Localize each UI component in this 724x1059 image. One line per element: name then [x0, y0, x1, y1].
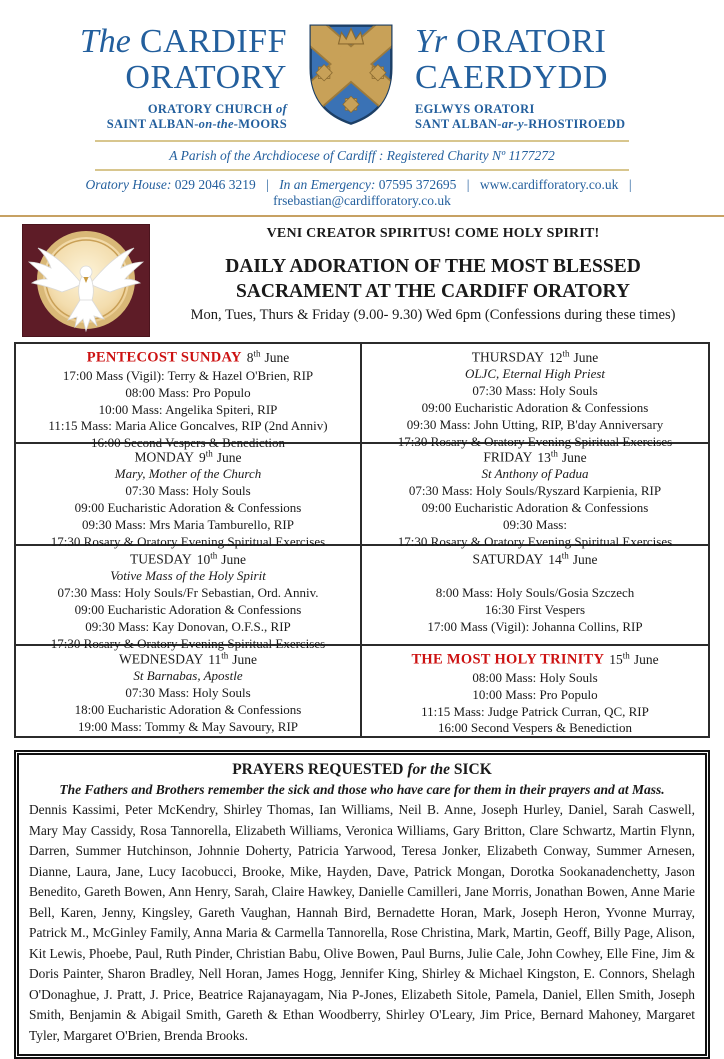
- oratory-crest-shield-icon: [303, 18, 399, 128]
- adoration-text: [150, 224, 724, 337]
- parish-registration-line: A Parish of the Archdiocese of Cardiff : Registered Charity Nº 1177272: [169, 148, 555, 164]
- title-welsh-line2: CAERDYDD: [415, 58, 608, 96]
- cell-day-title: THURSDAY 12th June: [471, 348, 599, 365]
- feast-name: St Barnabas, Apostle: [133, 668, 243, 684]
- cell-day-title: FRIDAY 13th June: [483, 448, 587, 465]
- contact-line: Oratory House: 029 2046 3219 | In an Emergency: 07595 372695 | www.cardifforatory.co.uk | frsebastian@cardifforatory.co.uk: [85, 177, 632, 209]
- schedule-cell-saturday: SATURDAY 14th June 8:00 Mass: Holy Souls/Gosia Szczech 16:30 First Vespers 17:00 Mass (Vigil): Johanna Collins, RIP: [362, 546, 708, 646]
- subtitle-english: ORATORY CHURCH of SAINT ALBAN-on-the-MOORS: [106, 102, 287, 132]
- masthead: [0, 0, 724, 132]
- schedule-cell-thursday: THURSDAY 12th June OLJC, Eternal High Priest 07:30 Mass: Holy Souls 09:00 Eucharistic Adoration & Confessions 09:30 Mass: John Utting, RIP, B'day Anniversary 17:30 Rosary & Oratory Evening Spiritual Exercises: [362, 344, 708, 444]
- adoration-title: DAILY ADORATION OF THE MOST BLESSED SACRAMENT AT THE CARDIFF ORATORY: [225, 256, 641, 302]
- website-link[interactable]: www.cardifforatory.co.uk: [479, 177, 619, 193]
- title-welsh: [415, 18, 715, 132]
- phone-number: 029 2046 3219: [174, 177, 256, 193]
- feast-name: Votive Mass of the Holy Spirit: [110, 568, 266, 584]
- feast-name: Mary, Mother of the Church: [114, 466, 262, 482]
- spacer: [362, 568, 708, 585]
- mass-schedule-table: [14, 342, 710, 738]
- schedule-cell-wednesday: WEDNESDAY 11th June St Barnabas, Apostle 07:30 Mass: Holy Souls 18:00 Eucharistic Adoration & Confessions 19:00 Mass: Tommy & May Savoury, RIP: [16, 646, 362, 736]
- sick-names-list: Dennis Kassimi, Peter McKendry, Shirley Thomas, Ian Williams, Neil B. Anne, Joseph Hurley, Daniel, Sarah Caswell, Mary May Cassidy, Rosa Tannorella, Elizabeth Williams, Veronica Williams, Gary Britton, Clare Schwartz, Martin Flynn, Darren, Summer Hutchinson, Johnnie Doherty, Patricia Yarwood, Teresa Jonker, Elizabeth Conway, Summer Arnesen, Dianne, Laura, Jane, Lucy Iacobucci, Brooke, Mike, Hayden, Dave, Patrick Mongan, Dorotka Sookanadenchetty, Jason Benedito, Gareth Bowen, Ann Henry, Sarah, Claire Hawkey, Danielle Camilleri, Jane Morris, Jonathan Bowen, Anne Marie Bell, Karen, Jenny, Kingsley, Gareth Vaughan, Hannah Bird, Bernadette Horan, Mark, Joseph Heron, Yvonne Murray, Patrick M., McGinley Family, Anna Maria & Carmella Tannorella, Rose Christina, Mark, Martin, Geoff, Billy Page, Alison, Kit Lewis, Phoebe, Paul, Ruth Pinder, Christian Babu, Olive Bowen, Paul Burns, Julie Cale, John Cowhey, Elle Fine, Jim & Doris Painter, Sharon Bradley, Nell Horan, James Hogg, Jennifer King, Shirley & Michael Kingston, E. Connors, Shelagh O'Donaghue, J. Pratt, J. Price, Beatrice Rajanayagam, Nia P-Jones, Elizabeth Sitole, Pamela, Daniel, Ellen Smith, Joseph Smith, Benjamin & Abigail Smith, Gareth & Ethan Woodberry, Shirley O'Leary, Jim Price, Bernard Mahoney, Margaret Tyler, Margaret O'Brien, Brenda Brooks.: [29, 802, 695, 1043]
- feast-name: St Anthony of Padua: [481, 466, 589, 482]
- gold-divider: [95, 140, 629, 142]
- feast-name: OLJC, Eternal High Priest: [464, 366, 606, 382]
- cell-day-title: WEDNESDAY 11th June: [118, 650, 257, 667]
- prayers-heading: PRAYERS REQUESTED for the SICK: [232, 761, 492, 779]
- invocation-line: VENI CREATOR SPIRITUS! COME HOLY SPIRIT!: [266, 226, 600, 242]
- holy-spirit-dove-image: [22, 224, 150, 337]
- title-welsh-line1: Yr ORATORI: [415, 23, 607, 60]
- prayers-for-the-sick-box: [14, 750, 710, 1059]
- adoration-banner: [0, 224, 724, 337]
- cell-day-title: MONDAY 9th June: [134, 448, 242, 465]
- title-english-line1: The CARDIFF: [79, 23, 287, 60]
- schedule-cell-most-holy-trinity: THE MOST HOLY TRINITY 15th June 08:00 Mass: Holy Souls 10:00 Mass: Pro Populo 11:15 Mass: Judge Patrick Curran, QC, RIP 16:00 Second Vespers & Benediction: [362, 646, 708, 736]
- schedule-cell-tuesday: TUESDAY 10th June Votive Mass of the Holy Spirit 07:30 Mass: Holy Souls/Fr Sebastian, Ord. Anniv. 09:00 Eucharistic Adoration & Confessions 09:30 Mass: Kay Donovan, O.F.S., RIP 17:30 Rosary & Oratory Evening Spiritual Exercises: [16, 546, 362, 646]
- cell-day-title: TUESDAY 10th June: [129, 550, 247, 567]
- adoration-times: Mon, Tues, Thurs & Friday (9.00- 9.30) Wed 6pm (Confessions during these times): [190, 307, 676, 324]
- cell-day-title: PENTECOST SUNDAY 8th June: [86, 348, 290, 366]
- schedule-cell-pentecost-sunday: PENTECOST SUNDAY 8th June 17:00 Mass (Vigil): Terry & Hazel O'Brien, RIP 08:00 Mass: Pro Populo 10:00 Mass: Angelika Spiteri, RIP 11:15 Mass: Maria Alice Goncalves, RIP (2nd Anniv) 16:00 Second Vespers & Benediction: [16, 344, 362, 444]
- email-link[interactable]: frsebastian@cardifforatory.co.uk: [273, 193, 451, 209]
- title-english-line2: ORATORY: [125, 58, 287, 96]
- cell-day-title: SATURDAY 14th June: [472, 550, 598, 567]
- emergency-phone-number: 07595 372695: [378, 177, 457, 193]
- schedule-cell-monday: MONDAY 9th June Mary, Mother of the Church 07:30 Mass: Holy Souls 09:00 Eucharistic Adoration & Confessions 09:30 Mass: Mrs Maria Tamburello, RIP 17:30 Rosary & Oratory Evening Spiritual Exercises: [16, 444, 362, 546]
- prayers-intro: The Fathers and Brothers remember the sick and those who have care for them in their prayers and at Mass.: [59, 782, 665, 798]
- subtitle-welsh: EGLWYS ORATORI SANT ALBAN-ar-y-RHOSTIROEDD: [415, 102, 626, 132]
- schedule-cell-friday: FRIDAY 13th June St Anthony of Padua 07:30 Mass: Holy Souls/Ryszard Karpienia, RIP 09:00 Eucharistic Adoration & Confessions 09:30 Mass: 17:30 Rosary & Oratory Evening Spiritual Exercises: [362, 444, 708, 546]
- title-english: [9, 18, 287, 132]
- gold-divider: [95, 169, 629, 171]
- cell-day-title: THE MOST HOLY TRINITY 15th June: [411, 650, 659, 668]
- gold-divider-full: [0, 215, 724, 217]
